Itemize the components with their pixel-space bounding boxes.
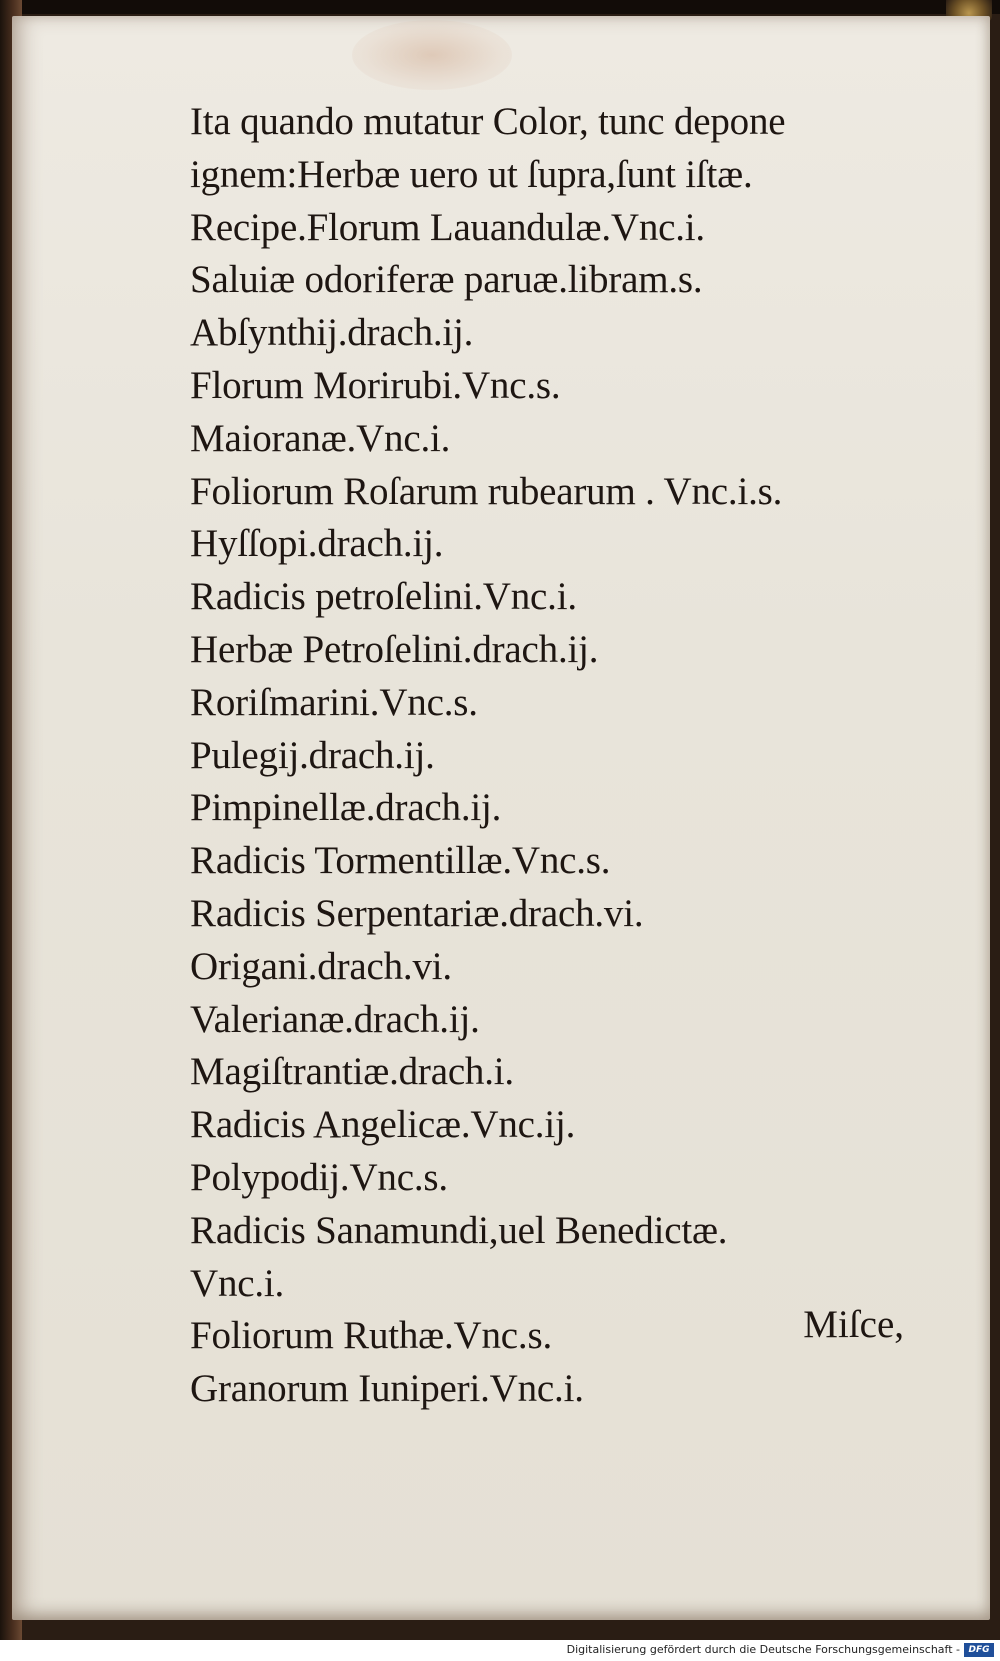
text-line: ignem:Herbæ uero ut ſupra,ſunt iſtæ. — [190, 152, 753, 196]
text-line: Foliorum Roſarum rubearum . Vnc.i.s. — [190, 469, 783, 513]
left-margin-bleed — [2, 150, 10, 1150]
catchword: Miſce, — [803, 1303, 904, 1346]
text-line: Vnc.i. — [190, 1261, 285, 1305]
text-line: Abſynthij.drach.ij. — [190, 311, 474, 355]
text-line: Radicis Serpentariæ.drach.vi. — [190, 891, 644, 935]
text-line: Magiſtrantiæ.drach.i. — [190, 1050, 514, 1094]
text-line: Valerianæ.drach.ij. — [190, 997, 480, 1041]
digitization-footer — [0, 1640, 1000, 1661]
paper-stain — [352, 20, 512, 90]
text-line: Ita quando mutatur Color, tunc depone — [190, 100, 786, 143]
text-line: Radicis Sanamundi,uel Benedictæ. — [190, 1208, 728, 1252]
funding-credit: Digitalisierung gefördert durch die Deutsche Forschungsgemeinschaft - — [566, 1643, 960, 1656]
text-line: Polypodij.Vnc.s. — [190, 1155, 448, 1199]
page-text-block — [190, 96, 920, 1416]
text-line: Saluiæ odoriferæ paruæ.libram.s. — [190, 258, 703, 302]
text-line: Maioranæ.Vnc.i. — [190, 416, 451, 460]
text-line: Pulegij.drach.ij. — [190, 733, 435, 777]
text-line: Foliorum Ruthæ.Vnc.s. — [190, 1314, 552, 1358]
text-line: Origani.drach.vi. — [190, 944, 452, 988]
scan-top-border — [0, 0, 1000, 14]
text-line: Radicis Angelicæ.Vnc.ij. — [190, 1103, 576, 1147]
text-line: Granorum Iuniperi.Vnc.i. — [190, 1367, 584, 1411]
text-line: Recipe.Florum Lauandulæ.Vnc.i. — [190, 205, 705, 249]
text-line: Radicis petroſelini.Vnc.i. — [190, 575, 577, 619]
text-line: Pimpinellæ.drach.ij. — [190, 786, 502, 830]
dfg-logo: DFG — [964, 1643, 994, 1657]
text-line: Roriſmarini.Vnc.s. — [190, 680, 478, 724]
text-line: Radicis Tormentillæ.Vnc.s. — [190, 839, 611, 883]
text-line: Hyſſopi.drach.ij. — [190, 522, 444, 566]
text-line: Herbæ Petroſelini.drach.ij. — [190, 627, 599, 671]
text-line: Florum Morirubi.Vnc.s. — [190, 363, 561, 407]
